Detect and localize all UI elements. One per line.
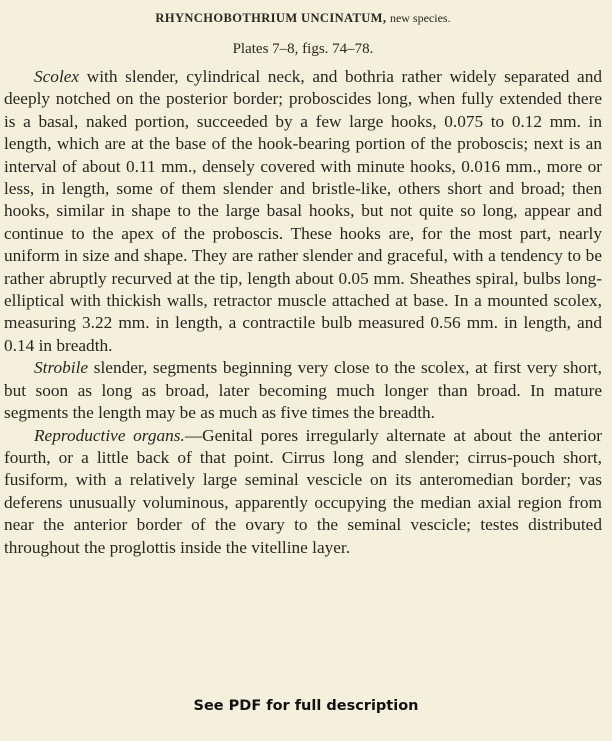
paragraph-body: with slender, cylindrical neck, and bothria rather widely separated and deeply notched on the posterior border; proboscides long, when fully extended there is a basal, naked portion, succeeded by a few large hooks, 0.075 to 0.12 mm. in length, which are at the base of the hook-bearing portion of the proboscis; next is an interval of about 0.11 mm., densely covered with minute hooks, 0.016 mm., more or less, in length, some of them slender and bristle-like, others short and broad; then hooks, similar in shape to the large basal hooks, but not quite so long, appear and continue to the apex of the proboscis. These hooks are, for the most part, nearly uniform in size and shape. They are rather slender and graceful, with a tendency to be rather abruptly recurved at the tip, length about 0.05 mm. Sheathes spiral, bulbs long-elliptical with thickish walls, retractor muscle attached at base. In a mounted scolex, measuring 3.22 mm. in length, a contractile bulb measured 0.56 mm. in length, and 0.14 in breadth. bbox=[4, 67, 602, 355]
paragraph-strobile bbox=[4, 357, 602, 424]
paragraph-scolex bbox=[4, 66, 602, 357]
plates-reference: Plates 7–8, figs. 74–78. bbox=[232, 41, 374, 57]
paragraph-body: —Genital pores irregularly alternate at about the anterior fourth, or a little back of that point. Cirrus long and slender; cirrus-pouch short, fusiform, with a relatively large seminal vescicle on its anteromedian border; vas deferens unusually voluminous, apparently occupying the median axial region from near the anterior border of the ovary to the seminal vescicle; testes distributed throughout the proglottis inside the vitelline layer. bbox=[4, 425, 602, 557]
species-name: RHYNCHOBOTHRIUM UNCINATUM, bbox=[155, 11, 387, 25]
species-status: new species. bbox=[389, 11, 451, 25]
paragraph-reproductive-organs bbox=[4, 425, 602, 559]
paragraph-lead: Reproductive organs. bbox=[34, 425, 185, 445]
species-title bbox=[4, 10, 602, 26]
paragraph-lead: Scolex bbox=[34, 67, 80, 86]
paragraph-lead: Strobile bbox=[34, 358, 89, 378]
pdf-note: See PDF for full description bbox=[193, 698, 419, 714]
paragraph-body: slender, segments beginning very close to the scolex, at first very short, but soon as long as broad, later becoming much longer than broad. In mature segments the length may be as much as five times the breadth. bbox=[4, 358, 602, 423]
